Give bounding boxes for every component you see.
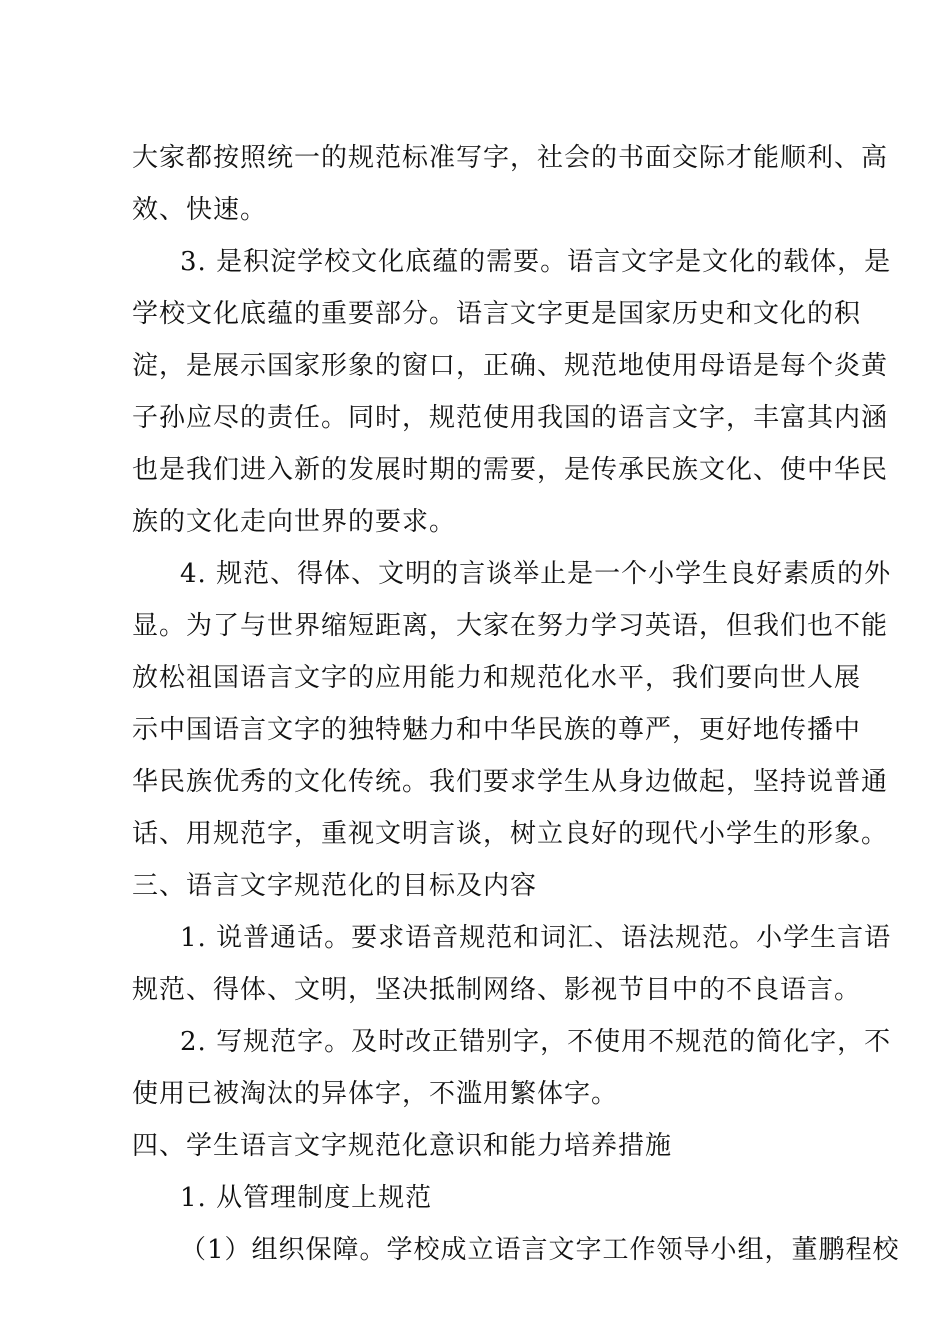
text-line: 1. 说普通话。要求语音规范和词汇、语法规范。小学生言语 bbox=[180, 923, 892, 953]
text-line: 3. 是积淀学校文化底蕴的需要。语言文字是文化的载体，是 bbox=[180, 247, 892, 277]
text-line: 话、用规范字，重视文明言谈，树立良好的现代小学生的形象。 bbox=[132, 819, 889, 849]
subsection-heading: 1. 从管理制度上规范 bbox=[180, 1183, 433, 1213]
text-line: 显。为了与世界缩短距离，大家在努力学习英语，但我们也不能 bbox=[132, 611, 889, 641]
text-line: 2. 写规范字。及时改正错别字，不使用不规范的简化字，不 bbox=[180, 1027, 892, 1057]
text-line: 放松祖国语言文字的应用能力和规范化水平，我们要向世人展 bbox=[132, 663, 862, 693]
text-line: 规范、得体、文明，坚决抵制网络、影视节目中的不良语言。 bbox=[132, 975, 862, 1005]
text-line: 华民族优秀的文化传统。我们要求学生从身边做起，坚持说普通 bbox=[132, 767, 889, 797]
text-line: 淀，是展示国家形象的窗口，正确、规范地使用母语是每个炎黄 bbox=[132, 351, 889, 381]
section-heading: 四、学生语言文字规范化意识和能力培养措施 bbox=[132, 1131, 673, 1161]
text-line: 效、快速。 bbox=[132, 195, 268, 225]
text-line: 4. 规范、得体、文明的言谈举止是一个小学生良好素质的外 bbox=[180, 559, 892, 589]
text-line: 示中国语言文字的独特魅力和中华民族的尊严，更好地传播中 bbox=[132, 715, 862, 745]
text-line: 子孙应尽的责任。同时，规范使用我国的语言文字，丰富其内涵 bbox=[132, 403, 889, 433]
text-line: （1）组织保障。学校成立语言文字工作领导小组，董鹏程校 bbox=[180, 1235, 900, 1265]
text-line: 大家都按照统一的规范标准写字，社会的书面交际才能顺利、高 bbox=[132, 143, 889, 173]
text-line: 学校文化底蕴的重要部分。语言文字更是国家历史和文化的积 bbox=[132, 299, 862, 329]
text-line: 也是我们进入新的发展时期的需要，是传承民族文化、使中华民 bbox=[132, 455, 889, 485]
section-heading: 三、语言文字规范化的目标及内容 bbox=[132, 871, 538, 901]
text-line: 族的文化走向世界的要求。 bbox=[132, 507, 457, 537]
text-line: 使用已被淘汰的异体字，不滥用繁体字。 bbox=[132, 1079, 619, 1109]
